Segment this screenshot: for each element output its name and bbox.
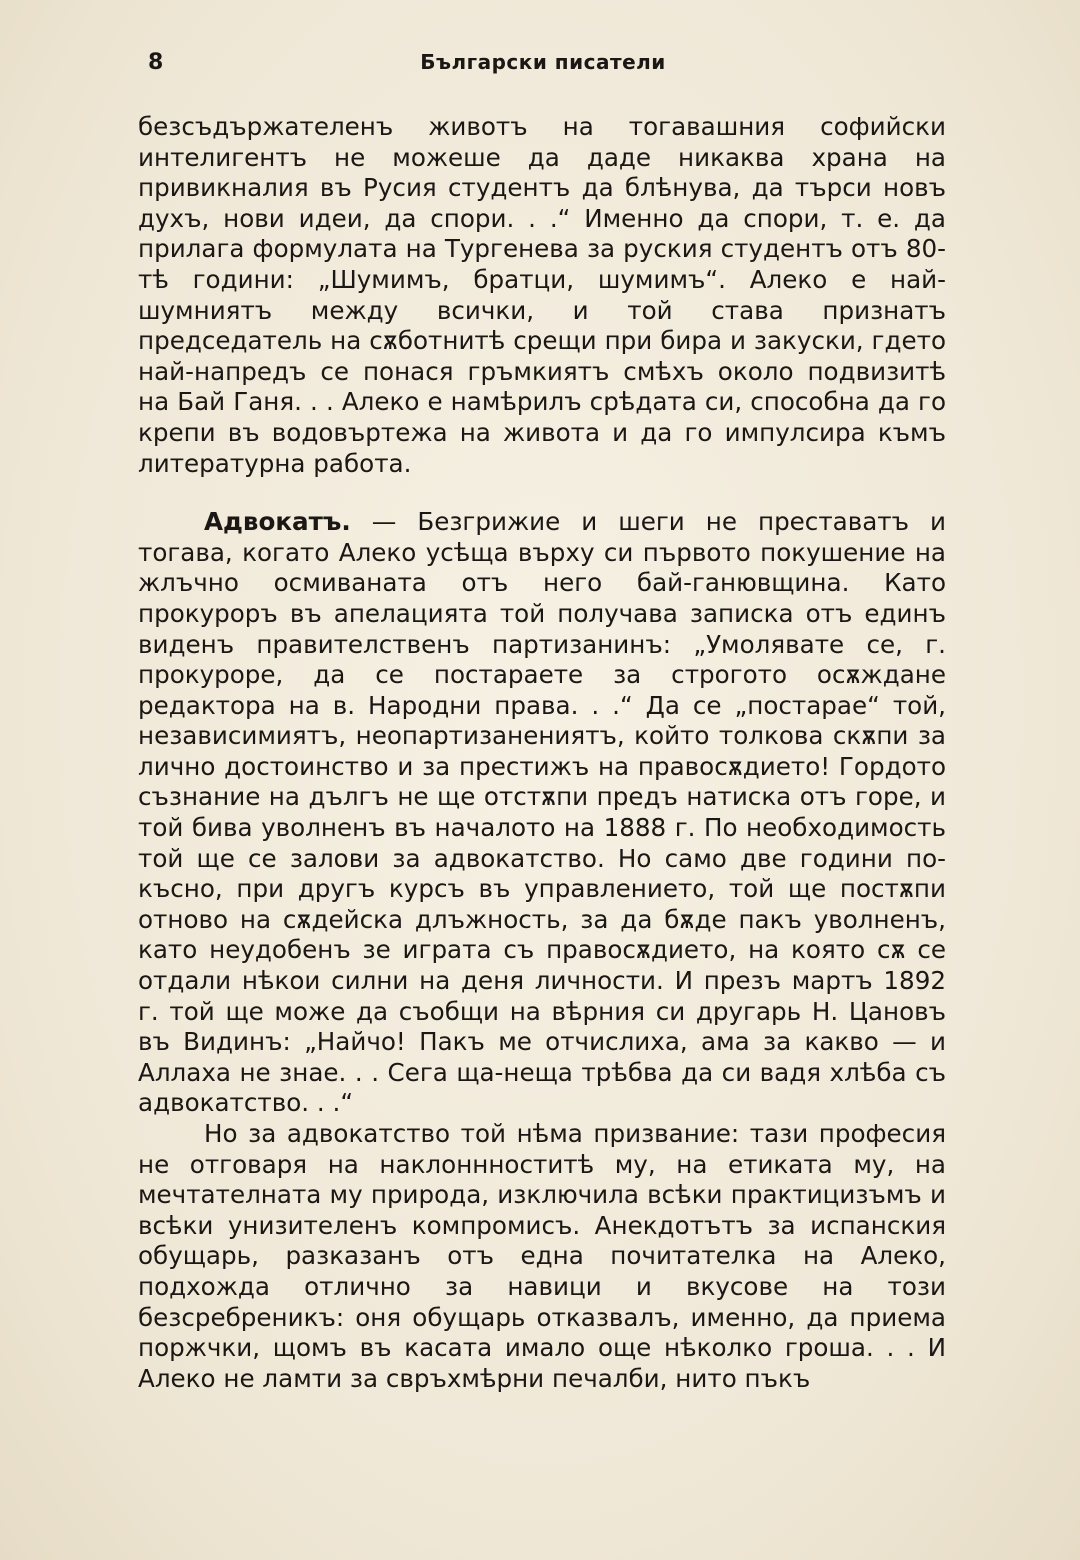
body-text xyxy=(138,112,946,1394)
paragraph-1: безсъдържателенъ животъ на тогавашния софийски интелигентъ не можеше да даде никаква храна на привикналия въ Русия студентъ да блѣнува, да търси новъ духъ, нови идеи, да спори. . .“ Именно да спори, т. е. да прилага формулата на Тургенева за руския студентъ отъ 80-тѣ години: „Шумимъ, братци, шумимъ“. Алеко е най-шумниятъ между всички, и той става признатъ председатель на сѫботнитѣ срещи при бира и закуски, гдето най-напредъ се понася гръмкиятъ смѣхъ около подвизитѣ на Бай Ганя. . . Алеко е намѣрилъ срѣдата си, способна да го крепи въ водовъртежа на живота и да го импулсира къмъ литературна работа. xyxy=(138,112,946,478)
paragraph-2-text: — Безгрижие и шеги не преставатъ и тогава, когато Алеко усѣща върху си първото покушение на жлъчно осмиваната отъ него бай-ганювщина. Като прокуроръ въ апелацията той получава записка отъ единъ виденъ правителственъ партизанинъ: „Умолявате се, г. прокуроре, да се постараете за строгото осѫждане редактора на в. Народни права. . .“ Да се „постарае“ той, независимиятъ, неопартизанениятъ, който толкова скѫпи за лично достоинство и за престижъ на правосѫдието! Гордото съзнание на дългъ не ще отстѫпи предъ натиска отъ горе, и той бива уволненъ въ началото на 1888 г. По необходимость той ще се залови за адвокатство. Но само две години по-късно, при другъ курсъ въ управлението, той ще постѫпи отново на сѫдейска длъжность, за да бѫде пакъ уволненъ, като неудобенъ зе играта съ правосѫдието, на която сѫ се отдали нѣкои силни на деня личности. И презъ мартъ 1892 г. той ще може да съобщи на вѣрния си другарь Н. Цановъ въ Видинъ: „Найчо! Пакъ ме отчислиха, ама за какво — и Аллаха не знае. . . Сега ща-неща трѣбва да си вадя хлѣба съ адвокатство. . .“ xyxy=(138,507,946,1118)
section-title-advokat: Адвокатъ. xyxy=(204,507,351,537)
page-number: 8 xyxy=(148,49,164,75)
running-title: Български писатели xyxy=(420,50,666,74)
page-header xyxy=(148,42,938,82)
paragraph-2 xyxy=(138,507,946,1119)
paragraph-3: Но за адвокатство той нѣма призвание: тази професия не отговаря на наклоннноститѣ му, на етиката му, на мечтателната му природа, изключила всѣки практицизъмъ и всѣки унизителенъ компромисъ. Анекдотътъ за испанския обущарь, разказанъ отъ една почитателка на Алеко, подхожда отлично за навици и вкусове на този безсребреникъ: оня обущарь отказвалъ, именно, да приема поржчки, щомъ въ касата имало още нѣколко гроша. . . И Алеко не ламти за свръхмѣрни печалби, нито пъкъ xyxy=(138,1119,946,1393)
